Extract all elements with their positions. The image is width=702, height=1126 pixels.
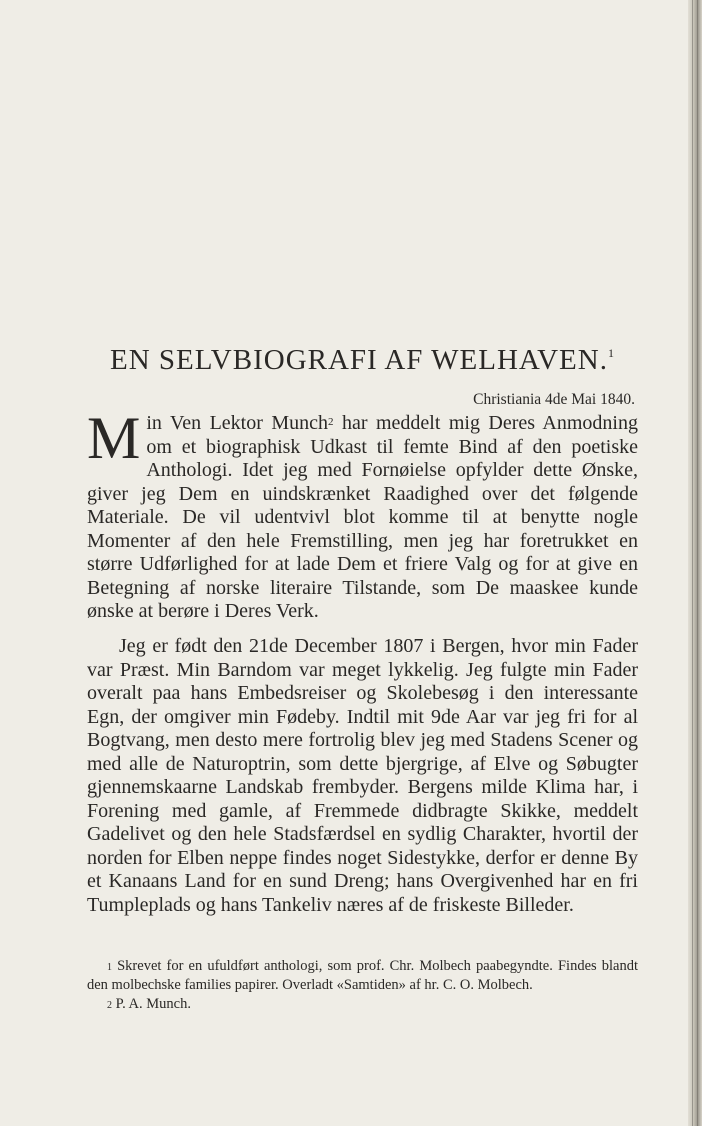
- title-footnote-mark: 1: [607, 346, 615, 360]
- page-title: [110, 344, 630, 377]
- page-edge-line: [697, 0, 698, 1126]
- title-text: EN SELVBIOGRAFI AF WELHAVEN.: [110, 344, 608, 376]
- footnote-2-text: P. A. Munch.: [115, 996, 191, 1012]
- footnote-1-text: Skrevet for en ufuldført anthologi, som prof. Chr. Molbech paabegyndte. Findes blandt den molbechske families papirer. Overladt «Samtiden» af hr. C. O. Molbech.: [87, 958, 638, 993]
- footnote-1: [87, 957, 638, 995]
- paragraph-1: [87, 405, 638, 624]
- dateline: Christiania 4de Mai 1840.: [473, 391, 635, 408]
- paragraph-1-text-rest: har meddelt mig Deres Anmodning om et biographisk Udkast til femte Bind af den poetiske Anthologi. Idet jeg med Fornøielse opfylder dette Ønske, giver jeg Dem en uindskrænket Raadighed over det følgende Materiale. De vil udentvivl blot komme til at benytte nogle Momenter af den hele Fremstilling, men jeg har foretrukket en større Udførlighed for at lade Dem et friere Valg og for at give en Betegning af norske literaire Tilstande, som De maaskee kunde ønske at berøre i Deres Verk.: [87, 412, 638, 622]
- footnotes: [87, 957, 638, 1014]
- footnote-mark-2: 2: [328, 416, 334, 428]
- footnote-1-mark: 1: [107, 962, 112, 973]
- paragraph-2: Jeg er født den 21de December 1807 i Bergen, hvor min Fader var Præst. Min Barndom var meget lykkelig. Jeg fulgte min Fader overalt paa hans Embedsreiser og Skolebesøg i den interessante Egn, der omgiver min Fødeby. Indtil mit 9de Aar var jeg fri for al Bogtvang, men desto mere fortrolig blev jeg med Stadens Scener og med alle de Naturoptrin, som dette bjergrige, af Elve og Søbugter gjennemskaarne Landskab frembyder. Bergens milde Klima har, i Forening med gamle, af Fremmede didbragte Skikke, meddelt Gadelivet og den hele Stadsfærdsel en sydlig Charakter, hvortil der norden for Elben neppe findes noget Sidestykke, derfor er denne By et Kanaans Land for en sund Dreng; hans Overgivenhed har en fri Tumpleplads og hans Tankeliv næres af de friskeste Billeder.: [87, 635, 638, 916]
- footnote-2-mark: 2: [107, 1000, 112, 1011]
- paragraph-1-text-start: in Ven Lektor Munch: [146, 412, 329, 434]
- footnote-2: [87, 995, 638, 1014]
- page-edge: [688, 0, 702, 1126]
- page-edge-line: [692, 0, 693, 1126]
- drop-cap: M: [87, 405, 141, 471]
